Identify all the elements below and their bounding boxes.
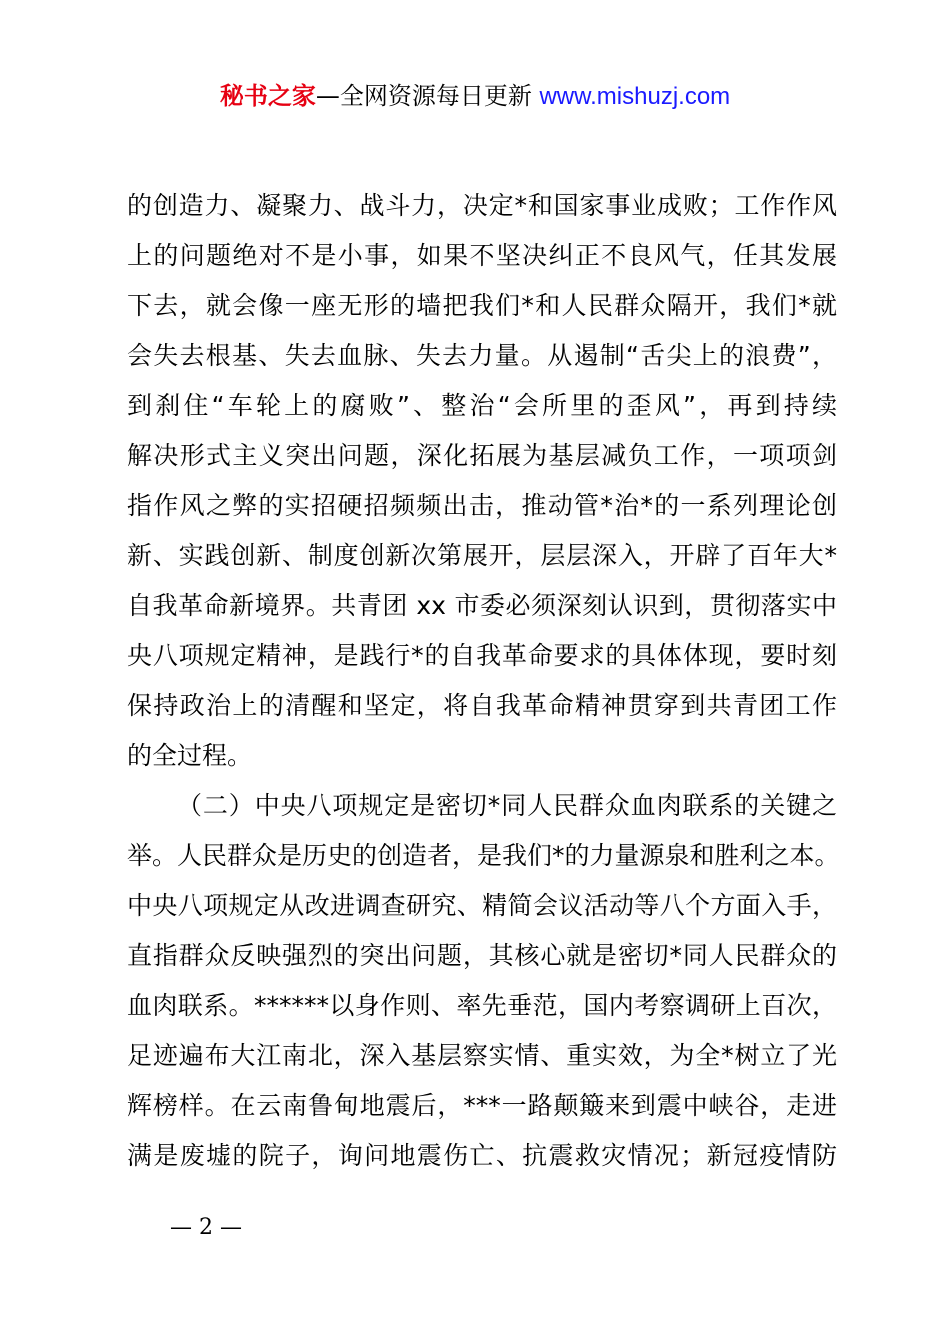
text-line: 央八项规定精神，是践行*的自我革命要求的具体体现，要时刻 — [127, 641, 837, 670]
header-brand: 秘书之家 — [219, 82, 316, 110]
text-line: 足迹遍布大江南北，深入基层察实情、重实效，为全*树立了光 — [127, 1041, 837, 1070]
paragraph-2 — [127, 781, 840, 1181]
text-line: 自我革命新境界。共青团 xx 市委必须深刻认识到，贯彻落实中 — [127, 591, 837, 620]
text-line: 辉榜样。在云南鲁甸地震后，***一路颠簸来到震中峡谷，走进 — [127, 1091, 837, 1120]
text-line: 的全过程。 — [127, 741, 253, 770]
text-line: 血肉联系。******以身作则、率先垂范，国内考察调研上百次， — [127, 991, 837, 1020]
text-line: 保持政治上的清醒和坚定，将自我革命精神贯穿到共青团工作 — [127, 691, 837, 720]
text-line: 新、实践创新、制度创新次第展开，层层深入，开辟了百年大* — [127, 541, 837, 570]
text-line: 上的问题绝对不是小事，如果不坚决纠正不良风气，任其发展 — [127, 241, 837, 270]
text-line: 举。人民群众是历史的创造者，是我们*的力量源泉和胜利之本。 — [127, 841, 840, 870]
header-tagline: —全网资源每日更新 — [315, 82, 540, 110]
page-number: — 2 — — [170, 1215, 242, 1240]
header-url[interactable]: www.mishuzj.com — [539, 83, 731, 110]
text-line: 会失去根基、失去血脉、失去力量。从遏制“舌尖上的浪费”， — [127, 341, 837, 370]
text-line: 指作风之弊的实招硬招频频出击，推动管*治*的一系列理论创 — [127, 491, 837, 520]
text-line: 下去，就会像一座无形的墙把我们*和人民群众隔开，我们*就 — [127, 291, 837, 320]
document-body — [127, 181, 840, 1181]
paragraph-1 — [127, 181, 837, 781]
text-line: 到刹住“车轮上的腐败”、整治“会所里的歪风”，再到持续 — [127, 391, 837, 420]
text-line: 解决形式主义突出问题，深化拓展为基层减负工作，一项项剑 — [127, 441, 837, 470]
text-line: 满是废墟的院子，询问地震伤亡、抗震救灾情况；新冠疫情防 — [127, 1141, 837, 1170]
text-line: 的创造力、凝聚力、战斗力，决定*和国家事业成败；工作作风 — [127, 191, 837, 220]
text-line: 中央八项规定从改进调查研究、精简会议活动等八个方面入手， — [127, 891, 837, 920]
page-header — [0, 80, 950, 113]
text-line: 直指群众反映强烈的突出问题，其核心就是密切*同人民群众的 — [127, 941, 837, 970]
section-heading-line: （二）中央八项规定是密切*同人民群众血肉联系的关键之 — [177, 791, 837, 820]
